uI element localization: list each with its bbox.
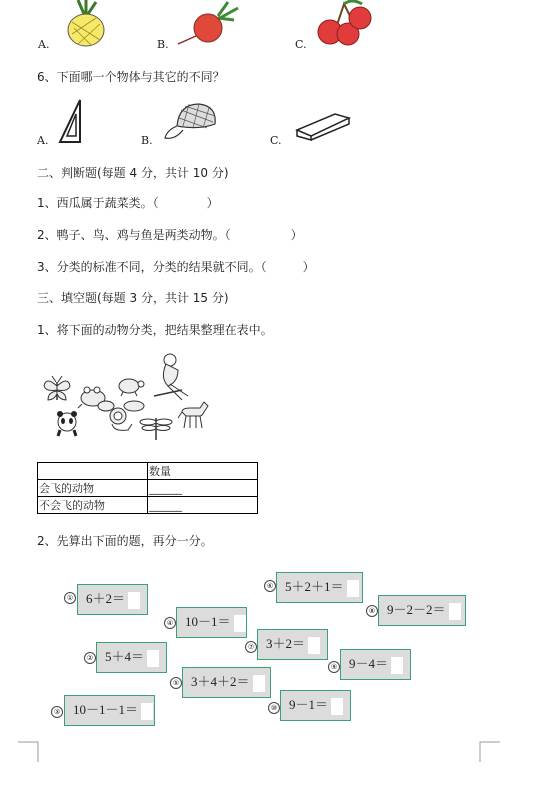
q5-option-a: A.: [38, 38, 50, 51]
fill-question-1: 1、将下面的动物分类，把结果整理在表中。: [37, 323, 273, 337]
cherries-icon: [314, 0, 376, 46]
math-box-10: [280, 690, 351, 721]
math-expression: 10－1＝: [185, 614, 231, 629]
item-number: ⑧: [366, 605, 378, 617]
math-box-5: [182, 667, 271, 698]
panda-icon: [54, 410, 80, 436]
item-number: ⑨: [328, 661, 340, 673]
item-number: ③: [51, 706, 63, 718]
eraser-icon: [295, 110, 351, 142]
math-expression: 6＋2＝: [86, 591, 126, 606]
q6-option-b: B.: [141, 134, 153, 147]
dragonfly-icon: [140, 414, 172, 440]
table-answer-blank[interactable]: ______: [148, 497, 258, 514]
answer-blank[interactable]: [391, 657, 403, 674]
butterfly-icon: [42, 376, 72, 404]
math-box-9: [340, 649, 411, 680]
answer-blank[interactable]: [331, 698, 343, 715]
item-number: ⑩: [268, 702, 280, 714]
math-box-1: [77, 584, 148, 615]
math-box-6: [276, 572, 363, 603]
table-header-cell: [38, 463, 148, 480]
triangle-ruler-icon: [58, 98, 86, 144]
page-corner-mark-left: [18, 742, 38, 762]
answer-blank[interactable]: [449, 603, 461, 620]
horse-icon: [176, 400, 210, 430]
table-header-cell: 数量: [148, 463, 258, 480]
turtle-icon: [116, 374, 144, 396]
section2-title: 二、判断题(每题 4 分，共计 10 分): [37, 166, 229, 180]
item-number: ①: [64, 592, 76, 604]
judge-item-1: 1、西瓜属于蔬菜类。（ ）: [37, 196, 219, 210]
q5-option-b: B.: [157, 38, 169, 51]
page-corner-mark-right: [480, 742, 500, 762]
table-cell: 不会飞的动物: [38, 497, 148, 514]
answer-blank[interactable]: [347, 580, 359, 597]
item-number: ②: [84, 652, 96, 664]
item-number: ⑤: [170, 677, 182, 689]
answer-blank[interactable]: [147, 650, 159, 667]
pineapple-icon: [60, 0, 110, 48]
q6-question: 6、下面哪一个物体与其它的不同？: [37, 70, 225, 84]
math-expression: 5＋2＋1＝: [285, 579, 344, 594]
math-expression: 9－4＝: [349, 656, 389, 671]
parrot-icon: [152, 352, 192, 402]
cap-icon: [163, 100, 219, 144]
table-row: [38, 497, 258, 514]
classification-table: [37, 462, 258, 514]
q6-option-c: C.: [270, 134, 282, 147]
math-box-2: [96, 642, 167, 673]
math-expression: 5＋4＝: [105, 649, 145, 664]
lion-icon: [106, 406, 136, 434]
section3-title: 三、填空题(每题 3 分，共计 15 分): [37, 291, 229, 305]
math-box-8: [378, 595, 466, 626]
table-cell: 会飞的动物: [38, 480, 148, 497]
table-row: [38, 463, 258, 480]
judge-item-2: 2、鸭子、鸟、鸡与鱼是两类动物。（ ）: [37, 228, 303, 242]
math-expression: 9－1＝: [289, 697, 329, 712]
math-expression: 10－1－1＝: [73, 702, 139, 717]
answer-blank[interactable]: [141, 703, 153, 720]
math-box-4: [176, 607, 247, 638]
answer-blank[interactable]: [128, 592, 140, 609]
answer-blank[interactable]: [253, 675, 265, 692]
answer-blank[interactable]: [234, 615, 246, 632]
math-expression: 3＋4＋2＝: [191, 674, 250, 689]
fill-question-2: 2、先算出下面的题，再分一分。: [37, 534, 213, 548]
math-expression: 3＋2＝: [266, 636, 306, 651]
item-number: ⑦: [245, 641, 257, 653]
table-row: [38, 480, 258, 497]
judge-item-3: 3、分类的标准不同，分类的结果就不同。（ ）: [37, 260, 315, 274]
q6-option-a: A.: [37, 134, 49, 147]
math-expression: 9－2－2＝: [387, 602, 446, 617]
table-answer-blank[interactable]: ______: [148, 480, 258, 497]
item-number: ⑥: [264, 580, 276, 592]
item-number: ④: [164, 617, 176, 629]
q5-option-c: C.: [295, 38, 307, 51]
radish-icon: [178, 2, 240, 46]
math-box-7: [257, 629, 328, 660]
math-box-3: [64, 695, 155, 726]
answer-blank[interactable]: [308, 637, 320, 654]
